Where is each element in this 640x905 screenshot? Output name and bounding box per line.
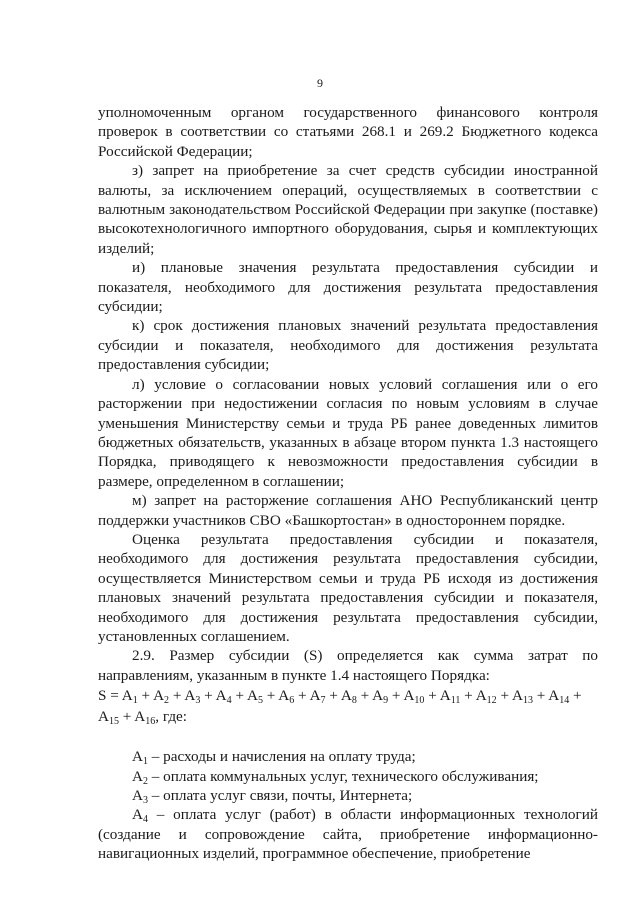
- formula-term: $A_{15}$: [98, 708, 119, 728]
- document-body: [98, 103, 598, 864]
- formula-term: $A_8$: [340, 687, 357, 707]
- formula-ending: , где:: [155, 708, 188, 726]
- paragraph-item-l: л) условие о согласовании новых условий соглашения или о его расторжении при недостижении согласия по новым условиям в случае уменьшения Министерству семьи и труда РБ ранее доведенных лимитов бюджетных обязательств, указанных в абзаце втором пункта 1.3 настоящего Порядка, приводящего к невозможности предоставления субсидии в размере, определенном в соглашении;: [98, 375, 598, 490]
- paragraph-item-i: и) плановые значения результата предоставления субсидии и показателя, необходимого для достижения результата предоставления субсидии;: [98, 259, 598, 316]
- page-number: 9: [317, 76, 323, 90]
- legend-item: $A_2$ – оплата коммунальных услуг, технического обслуживания;: [132, 767, 539, 787]
- formula-term: $A_{11}$: [439, 687, 461, 707]
- paragraph-assessment: Оценка результата предоставления субсидии и показателя, необходимого для достижения результата предоставления субсидии, осуществляется Министерством семьи и труда РБ исходя из достижения плановых значений результата предоставления субсидии и показателя, необходимого для достижения результата предоставления субсидии, установленных соглашением.: [98, 530, 598, 645]
- legend-item: $A_3$ – оплата услуг связи, почты, Интернета;: [132, 787, 413, 806]
- formula-term: $A_9$: [372, 687, 389, 707]
- formula-term: $A_5$: [246, 687, 263, 707]
- formula-term: $A_6$: [278, 687, 295, 707]
- formula-term: $A_3$: [184, 687, 201, 707]
- formula-lhs: S =: [98, 687, 122, 705]
- formula-term: $A_{16}$: [134, 708, 156, 728]
- formula-term: $A_1$: [121, 687, 138, 707]
- formula-term: $A_7$: [309, 687, 326, 707]
- formula-term: $A_2$: [153, 687, 170, 707]
- formula-legend: [98, 747, 598, 863]
- formula-term: $A_{12}$: [475, 687, 497, 707]
- formula-term: $A_{10}$: [403, 687, 425, 707]
- legend-item: $A_4$ – оплата услуг (работ) в области информационных технологий (создание и сопровождение сайта, приобретение информационно-навигационных изделий, программное обеспечение, приобретение: [98, 806, 598, 863]
- paragraph-2-9: 2.9. Размер субсидии (S) определяется как сумма затрат по направлениям, указанным в пункте 1.4 настоящего Порядка:: [98, 647, 598, 684]
- paragraph-item-m: м) запрет на расторжение соглашения АНО Республиканский центр поддержки участников СВО «Башкортостан» в одностороннем порядке.: [98, 492, 598, 529]
- subsidy-formula: $S = A_1 + A_2 + A_3 + A_4 + A_5 + A_6 + A_7 + A_8 + A_9 + A_{10} + A_{11} + A_{12} + A_{13} + A_{14} + A_{15} + A_{16}$, где:: [98, 687, 582, 728]
- paragraph-continuation: уполномоченным органом государственного финансового контроля проверок в соответствии со статьями 268.1 и 269.2 Бюджетного кодекса Российской Федерации;: [98, 104, 598, 160]
- formula-term: $A_{14}$: [548, 687, 570, 707]
- formula-term: $A_{13}$: [511, 687, 533, 707]
- paragraph-item-k: к) срок достижения плановых значений результата предоставления субсидии и показателя, необходимого для достижения результата предоставления субсидии;: [98, 317, 598, 374]
- paragraph-item-z: з) запрет на приобретение за счет средств субсидии иностранной валюты, за исключением операций, осуществляемых в соответствии с валютным законодательством Российской Федерации при закупке (поставке) высокотехнологичного импортного оборудования, сырья и комплектующих изделий;: [98, 162, 598, 257]
- formula-term: $A_4$: [215, 687, 232, 707]
- legend-item: $A_1$ – расходы и начисления на оплату труда;: [132, 748, 416, 768]
